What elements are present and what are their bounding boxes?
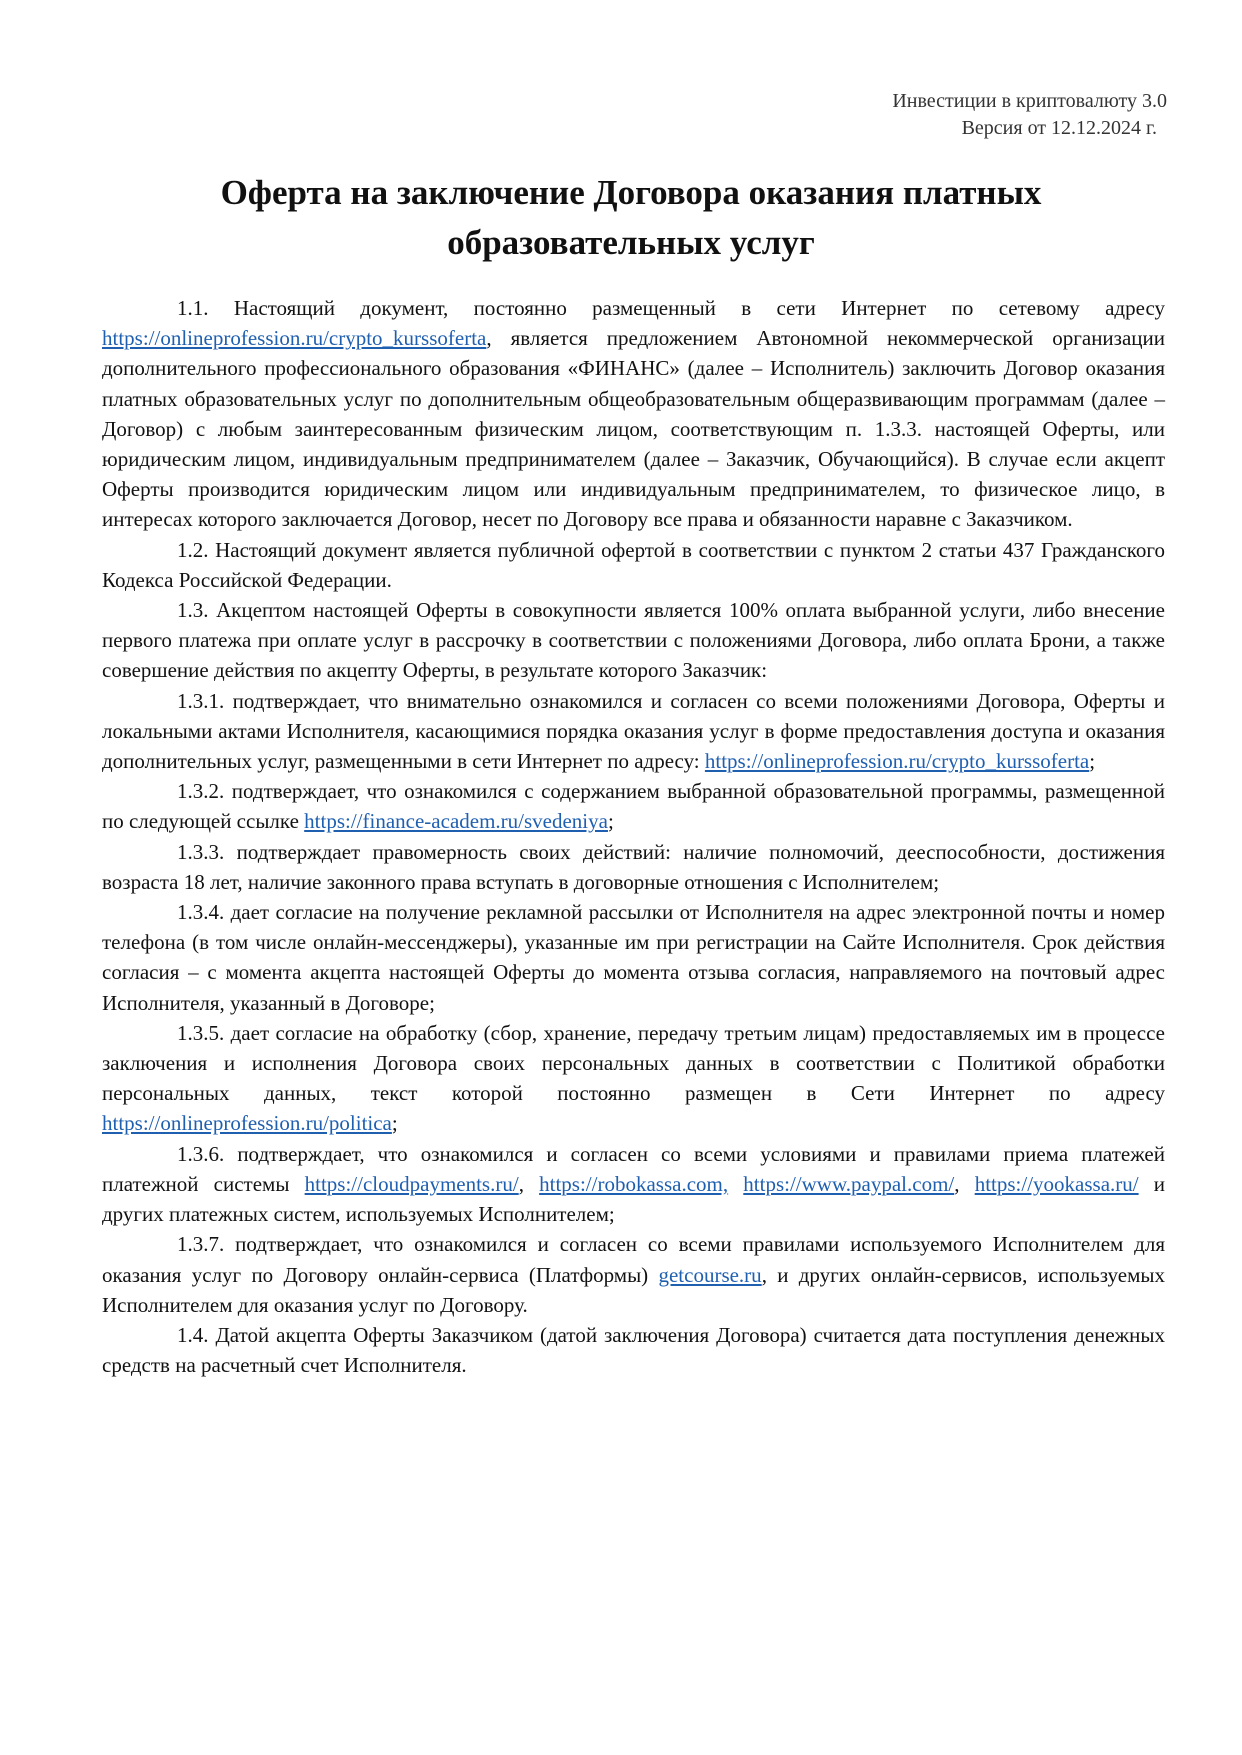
clause-1-3-4: 1.3.4. дает согласие на получение рекламной рассылки от Исполнителя на адрес электронной почты и номер телефона (в том числе онлайн-мессенджеры), указанные им при регистрации на Сайте Исполнителя. Срок действия согласия – с момента акцепта настоящей Оферты до момента отзыва согласия, направляемого на почтовый адрес Исполнителя, указанный в Договоре;	[102, 900, 1165, 1015]
clause-text: 1.3.1. подтверждает, что внимательно ознакомился и согласен со всеми положениями Договора, Оферты и локальными актами Исполнителя, касающимися порядка оказания услуг в форме предоставления доступа и оказания дополнительных услуг, размещенными в сети Интернет по адресу:	[102, 688, 1165, 774]
clause-text: , и других онлайн-сервисов, используемых Исполнителем для оказания услуг по Договору.	[102, 1262, 1165, 1317]
clause-text: ;	[1089, 749, 1096, 774]
clause-text: , является предложением Автономной некоммерческой организации дополнительного профессионального образования «ФИНАНС» (далее – Исполнитель) заключить Договор оказания платных образовательных услуг по дополнительным общеобразовательным общеразвивающим программам (далее – Договор) с любым заинтересованным физическим лицом, соответствующим п. 1.3.3. настоящей Оферты, или юридическим лицом, индивидуальным предпринимателем (далее – Заказчик, Обучающийся). В случае если акцепт Оферты производится юридическим лицом или индивидуальным предпринимателем, то физическое лицо, в интересах которого заключается Договор, несет по Договору все права и обязанности наравне с Заказчиком.	[102, 326, 1165, 532]
separator: ,	[954, 1171, 975, 1196]
separator	[728, 1172, 743, 1196]
document-header	[892, 88, 1167, 142]
offer-link[interactable]: https://onlineprofession.ru/crypto_kurssoferta	[704, 749, 1090, 774]
clause-1-3-7	[102, 1229, 1165, 1320]
clause-1-4: 1.4. Датой акцепта Оферты Заказчиком (датой заключения Договора) считается дата поступления денежных средств на расчетный счет Исполнителя.	[102, 1322, 1165, 1378]
program-info-link[interactable]: https://finance-academ.ru/svedeniya	[304, 809, 608, 834]
paypal-link[interactable]: https://www.paypal.com/	[743, 1171, 955, 1196]
cloudpayments-link[interactable]: https://cloudpayments.ru/	[304, 1171, 519, 1196]
privacy-policy-link[interactable]: https://onlineprofession.ru/politica	[102, 1111, 392, 1136]
clause-1-3-1	[102, 686, 1165, 777]
robokassa-link[interactable]: https://robokassa.com,	[539, 1171, 729, 1196]
course-name: Инвестиции в криптовалюту 3.0	[892, 90, 1167, 112]
clause-1-3-5	[102, 1018, 1165, 1139]
yookassa-link[interactable]: https://yookassa.ru/	[974, 1171, 1139, 1196]
separator: ,	[518, 1171, 540, 1196]
clause-text: и других платежных систем, используемых Исполнителем;	[102, 1171, 1166, 1227]
getcourse-link[interactable]: getcourse.ru	[658, 1262, 762, 1287]
clause-1-3-2	[102, 776, 1165, 836]
clause-1-3-3: 1.3.3. подтверждает правомерность своих действий: наличие полномочий, дееспособности, достижения возраста 18 лет, наличие законного права вступать в договорные отношения с Исполнителем;	[102, 839, 1165, 894]
clause-text: 1.3.5. дает согласие на обработку (сбор, хранение, передачу третьим лицам) предоставляемых им в процессе заключения и исполнения Договора своих персональных данных в соответствии с Политикой обработки персональных данных, текст которой постоянно размещен в Сети Интернет по адресу	[102, 1020, 1165, 1106]
clause-text: 1.1. Настоящий документ, постоянно размещенный в сети Интернет по сетевому адресу	[177, 296, 1165, 320]
clause-1-2: 1.2. Настоящий документ является публичной офертой в соответствии с пунктом 2 статьи 437 Гражданского Кодекса Российской Федерации.	[102, 537, 1165, 592]
document-title: Оферта на заключение Договора оказания платных образовательных услуг	[220, 173, 1042, 262]
offer-link[interactable]: https://onlineprofession.ru/crypto_kurssoferta	[102, 326, 487, 351]
clause-1-3-6	[102, 1139, 1165, 1230]
clause-text: ;	[607, 809, 614, 834]
clause-text: 1.3.7. подтверждает, что ознакомился и согласен со всеми правилами используемого Исполнителем для оказания услуг по Договору онлайн-сервиса (Платформы)	[102, 1232, 1165, 1287]
clause-1-3: 1.3. Акцептом настоящей Оферты в совокупности является 100% оплата выбранной услуги, либо внесение первого платежа при оплате услуг в рассрочку в соответствии с положениями Договора, либо оплата Брони, а также совершение действия по акцепту Оферты, в результате которого Заказчик:	[102, 598, 1165, 683]
clause-text: 1.3.2. подтверждает, что ознакомился с содержанием выбранной образовательной программы, размещенной по следующей ссылке	[102, 779, 1165, 834]
clause-text: ;	[391, 1111, 398, 1136]
clause-1-1	[102, 293, 1165, 535]
document-body	[102, 293, 1165, 1380]
clause-text: 1.3.6. подтверждает, что ознакомился и согласен со всеми условиями и правилами приема платежей платежной системы	[102, 1141, 1165, 1196]
version-date: Версия от 12.12.2024 г.	[961, 117, 1157, 139]
